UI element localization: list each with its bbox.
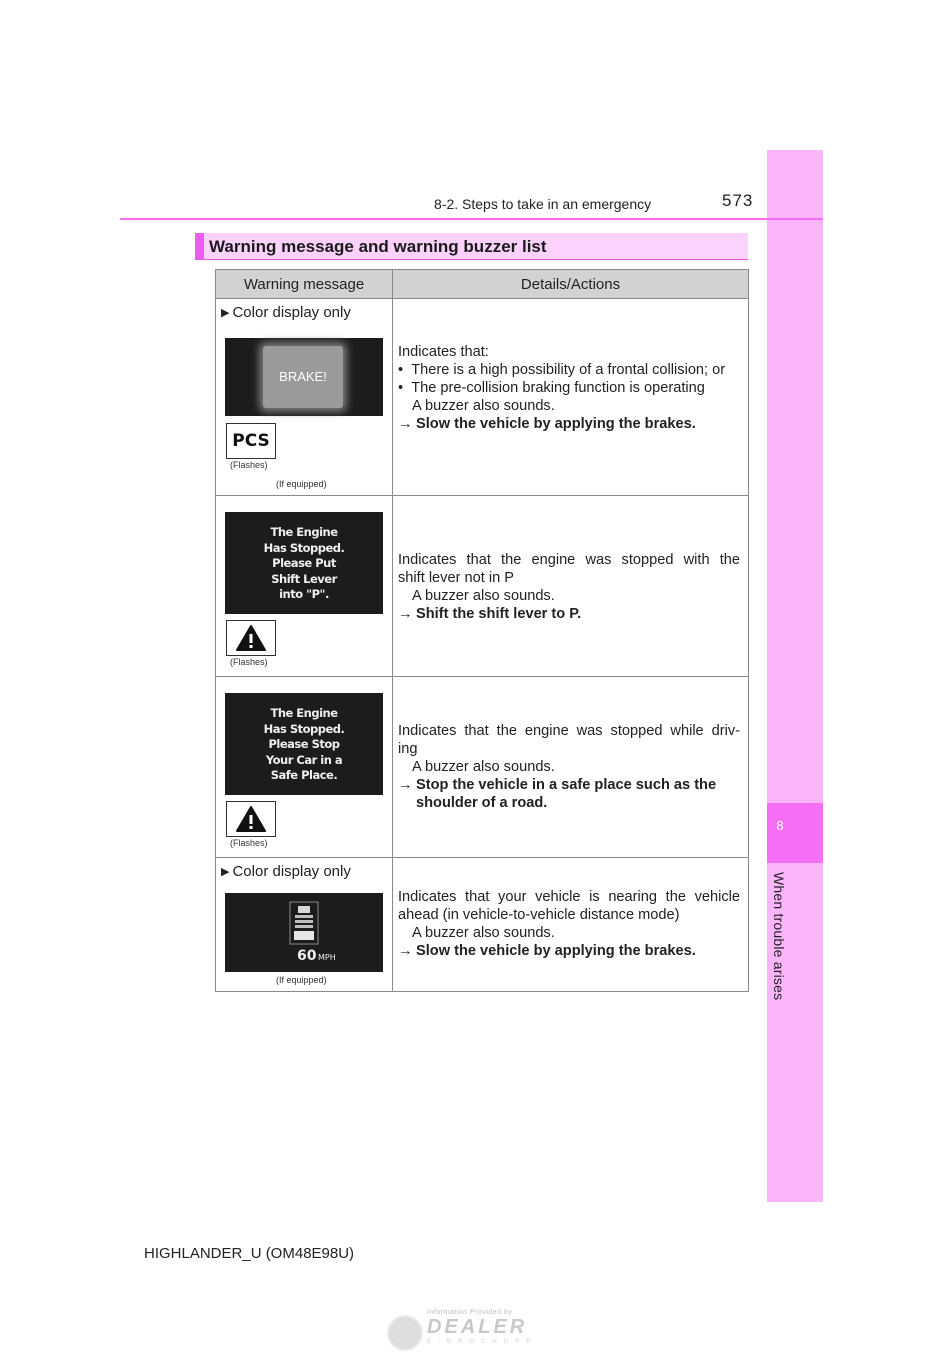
master-warning-indicator [226, 620, 276, 656]
pcs-indicator-label: PCS [232, 431, 270, 451]
chapter-number: 8 [776, 818, 784, 833]
triangle-bullet-icon: ▶ [221, 307, 230, 319]
speed-unit: MPH [318, 953, 336, 962]
warning-message-cell [216, 858, 393, 992]
column-header: Details/Actions [393, 270, 749, 299]
watermark-subtitle: E-BROCHURE [427, 1339, 538, 1345]
table-row [216, 677, 749, 858]
details-bullet: • The pre-collision braking function is operating [398, 380, 705, 396]
details-text: Indicates that the engine was stopped with the [398, 552, 740, 568]
page-heading: Warning message and warning buzzer list [209, 237, 547, 256]
color-display-note [221, 863, 351, 880]
section-title: 8-2. Steps to take in an emergency [434, 196, 652, 212]
arrow-icon: → [398, 777, 413, 793]
buzzer-note: A buzzer also sounds. [412, 759, 555, 775]
flashes-caption: (Flashes) [230, 657, 268, 667]
details-text: shift lever not in P [398, 570, 514, 586]
vehicle-ahead-icon [289, 901, 319, 945]
action-text: → Slow the vehicle by applying the brakes. [398, 943, 696, 959]
buzzer-note: A buzzer also sounds. [412, 925, 555, 941]
table-header-row [216, 270, 749, 299]
master-warning-indicator [226, 801, 276, 837]
engine-stopped-screen [225, 512, 383, 614]
if-equipped-caption: (If equipped) [276, 975, 327, 985]
dealer-logo-icon [387, 1315, 423, 1351]
arrow-icon: → [398, 416, 413, 432]
color-display-note [221, 304, 351, 321]
warning-table [215, 269, 749, 992]
triangle-bullet-icon: ▶ [221, 866, 230, 878]
action-text: → Stop the vehicle in a safe place such as the shoulder of a road. [398, 777, 717, 811]
action-text: → Slow the vehicle by applying the brakes. [398, 416, 696, 432]
details-cell [393, 496, 749, 677]
warning-message-cell [216, 496, 393, 677]
details-bullet: • There is a high possibility of a frontal collision; or [398, 362, 726, 378]
engine-stopped-screen [225, 693, 383, 795]
buzzer-note: A buzzer also sounds. [412, 398, 555, 414]
heading-accent [195, 233, 204, 259]
if-equipped-caption: (If equipped) [276, 479, 327, 489]
action-text: → Shift the shift lever to P. [398, 606, 582, 622]
table-row [216, 496, 749, 677]
speed-value: 60 [297, 948, 317, 964]
screen-message: The Engine Has Stopped. Please Put Shift Lever into "P". [263, 525, 345, 601]
arrow-icon: → [398, 606, 413, 622]
buzzer-note: A buzzer also sounds. [412, 588, 555, 604]
warning-triangle-icon [227, 621, 275, 655]
column-header: Warning message [216, 270, 393, 299]
color-display-label: Color display only [232, 863, 351, 880]
screen-message: The Engine Has Stopped. Please Stop Your Car in a Safe Place. [263, 706, 345, 782]
chapter-side-tab [767, 150, 823, 1202]
flashes-caption: (Flashes) [230, 838, 268, 848]
details-cell [393, 858, 749, 992]
brake-warning-box [263, 346, 343, 408]
details-intro: Indicates that: [398, 344, 489, 360]
table-row [216, 858, 749, 992]
table-row [216, 299, 749, 496]
footer-model-code: HIGHLANDER_U (OM48E98U) [144, 1245, 355, 1262]
flashes-caption: (Flashes) [230, 460, 268, 470]
watermark-brand: DEALER [427, 1316, 528, 1338]
details-text: ing [398, 741, 418, 757]
details-cell [393, 677, 749, 858]
details-text: ahead (in vehicle-to-vehicle distance mode) [398, 907, 680, 923]
warning-triangle-icon [227, 802, 275, 836]
pcs-indicator [226, 423, 276, 459]
chapter-title: When trouble arises [771, 872, 787, 1001]
warning-message-cell [216, 299, 393, 496]
warning-message-cell [216, 677, 393, 858]
chapter-tab-active [767, 803, 823, 863]
watermark-caption: Information Provided by [427, 1309, 513, 1316]
color-display-label: Color display only [232, 304, 351, 321]
header-rule [120, 218, 823, 220]
details-text: Indicates that the engine was stopped while driv- [398, 723, 740, 739]
details-text: Indicates that your vehicle is nearing the vehicle [398, 889, 740, 905]
arrow-icon: → [398, 943, 413, 959]
distance-display-screen [225, 893, 383, 972]
details-cell [393, 299, 749, 496]
brake-text: BRAKE! [279, 369, 327, 384]
page-number: 573 [722, 191, 754, 210]
brake-display-screen [225, 338, 383, 416]
